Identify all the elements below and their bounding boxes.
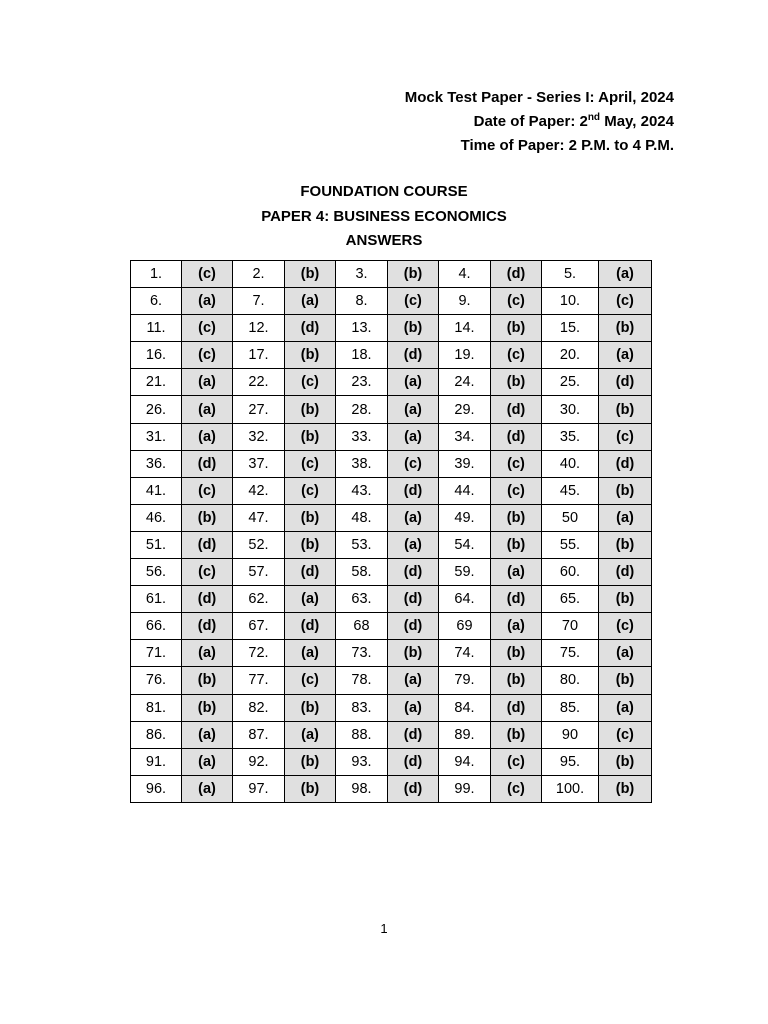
question-number: 80. [542,667,599,694]
answer-option: (c) [388,450,439,477]
answer-option: (d) [285,613,336,640]
answer-option: (d) [285,559,336,586]
answer-option: (a) [388,531,439,558]
answer-option: (a) [182,396,233,423]
answer-option: (a) [182,288,233,315]
question-number: 70 [542,613,599,640]
answer-option: (b) [285,504,336,531]
answer-option: (a) [285,721,336,748]
answer-option: (a) [285,288,336,315]
answer-option: (b) [388,315,439,342]
question-number: 97. [233,775,285,802]
answer-option: (d) [182,613,233,640]
question-number: 36. [131,450,182,477]
answer-option: (c) [182,342,233,369]
table-row [131,342,652,369]
question-number: 92. [233,748,285,775]
question-number: 11. [131,315,182,342]
answer-option: (b) [285,261,336,288]
answer-key-table [130,260,652,803]
question-number: 55. [542,531,599,558]
question-number: 27. [233,396,285,423]
question-number: 82. [233,694,285,721]
answer-option: (b) [182,504,233,531]
answer-option: (c) [285,477,336,504]
answer-option: (b) [182,667,233,694]
question-number: 63. [336,586,388,613]
question-number: 94. [439,748,491,775]
series-line: Mock Test Paper - Series I: April, 2024 [404,89,674,106]
answer-option: (a) [599,504,652,531]
question-number: 76. [131,667,182,694]
question-number: 7. [233,288,285,315]
table-row [131,423,652,450]
answer-option: (b) [491,504,542,531]
answer-option: (c) [491,288,542,315]
answer-option: (a) [285,640,336,667]
question-number: 58. [336,559,388,586]
table-row [131,748,652,775]
answer-option: (b) [182,694,233,721]
table-row [131,721,652,748]
answer-option: (c) [491,342,542,369]
answer-option: (d) [388,477,439,504]
answer-option: (a) [388,667,439,694]
question-number: 39. [439,450,491,477]
document-titles [0,180,768,254]
question-number: 26. [131,396,182,423]
answer-key-body [131,261,652,803]
question-number: 13. [336,315,388,342]
answer-option: (b) [285,342,336,369]
answer-option: (a) [388,694,439,721]
question-number: 40. [542,450,599,477]
table-row [131,315,652,342]
question-number: 86. [131,721,182,748]
question-number: 45. [542,477,599,504]
date-line [405,110,674,134]
question-number: 30. [542,396,599,423]
question-number: 1. [131,261,182,288]
answer-option: (a) [599,694,652,721]
answer-option: (c) [285,450,336,477]
question-number: 56. [131,559,182,586]
answer-option: (b) [491,369,542,396]
question-number: 19. [439,342,491,369]
question-number: 52. [233,531,285,558]
table-row [131,477,652,504]
question-number: 18. [336,342,388,369]
question-number: 4. [439,261,491,288]
answer-option: (b) [285,775,336,802]
answer-option: (a) [182,748,233,775]
answer-option: (a) [491,613,542,640]
question-number: 20. [542,342,599,369]
question-number: 31. [131,423,182,450]
answer-option: (c) [388,288,439,315]
answer-option: (b) [599,531,652,558]
answer-option: (a) [182,369,233,396]
question-number: 21. [131,369,182,396]
question-number: 90 [542,721,599,748]
question-number: 66. [131,613,182,640]
question-number: 41. [131,477,182,504]
answer-option: (d) [599,369,652,396]
answer-option: (a) [388,504,439,531]
date-prefix: Date of Paper: 2 [473,113,588,130]
table-row [131,369,652,396]
answer-option: (a) [388,423,439,450]
question-number: 74. [439,640,491,667]
answer-option: (b) [491,667,542,694]
answer-option: (c) [599,288,652,315]
question-number: 47. [233,504,285,531]
question-number: 67. [233,613,285,640]
answer-option: (c) [599,613,652,640]
question-number: 54. [439,531,491,558]
answer-option: (d) [491,586,542,613]
question-number: 62. [233,586,285,613]
answer-option: (a) [599,342,652,369]
question-number: 24. [439,369,491,396]
table-row [131,613,652,640]
question-number: 65. [542,586,599,613]
answer-option: (a) [599,640,652,667]
answer-option: (b) [599,667,652,694]
question-number: 25. [542,369,599,396]
table-row [131,504,652,531]
answer-option: (b) [388,640,439,667]
question-number: 53. [336,531,388,558]
answer-option: (b) [285,423,336,450]
section-title: ANSWERS [345,232,423,249]
answer-option: (d) [599,450,652,477]
answer-option: (d) [182,531,233,558]
question-number: 2. [233,261,285,288]
table-row [131,559,652,586]
question-number: 48. [336,504,388,531]
question-number: 60. [542,559,599,586]
answer-option: (a) [182,721,233,748]
answer-option: (d) [285,315,336,342]
question-number: 81. [131,694,182,721]
table-row [131,640,652,667]
question-number: 57. [233,559,285,586]
question-number: 33. [336,423,388,450]
table-row [131,396,652,423]
table-row [131,775,652,802]
question-number: 83. [336,694,388,721]
question-number: 79. [439,667,491,694]
question-number: 49. [439,504,491,531]
answer-option: (d) [491,261,542,288]
answer-option: (c) [599,423,652,450]
question-number: 75. [542,640,599,667]
question-number: 35. [542,423,599,450]
question-number: 84. [439,694,491,721]
paper-header [405,86,674,158]
question-number: 72. [233,640,285,667]
answer-option: (c) [182,261,233,288]
answer-option: (d) [388,721,439,748]
question-number: 89. [439,721,491,748]
answer-option: (b) [285,531,336,558]
answer-option: (a) [285,586,336,613]
answer-option: (b) [599,586,652,613]
question-number: 34. [439,423,491,450]
question-number: 77. [233,667,285,694]
question-number: 99. [439,775,491,802]
page-number: 1 [380,921,388,936]
answer-option: (b) [285,748,336,775]
table-row [131,261,652,288]
answer-option: (c) [491,775,542,802]
question-number: 50 [542,504,599,531]
date-suffix: May, 2024 [600,113,674,130]
table-row [131,531,652,558]
answer-option: (d) [388,613,439,640]
question-number: 42. [233,477,285,504]
answer-option: (b) [491,531,542,558]
question-number: 23. [336,369,388,396]
answer-option: (d) [491,396,542,423]
question-number: 32. [233,423,285,450]
answer-option: (b) [491,721,542,748]
answer-option: (d) [388,342,439,369]
answer-option: (d) [491,423,542,450]
question-number: 69 [439,613,491,640]
answer-option: (c) [491,748,542,775]
answer-option: (c) [491,477,542,504]
question-number: 3. [336,261,388,288]
question-number: 16. [131,342,182,369]
question-number: 5. [542,261,599,288]
answer-option: (a) [491,559,542,586]
answer-option: (a) [182,423,233,450]
answer-option: (c) [491,450,542,477]
answer-option: (b) [599,396,652,423]
question-number: 46. [131,504,182,531]
question-number: 85. [542,694,599,721]
question-number: 51. [131,531,182,558]
answer-option: (a) [182,775,233,802]
question-number: 12. [233,315,285,342]
table-row [131,586,652,613]
answer-option: (b) [285,396,336,423]
question-number: 37. [233,450,285,477]
answer-option: (d) [182,450,233,477]
question-number: 10. [542,288,599,315]
answer-option: (d) [599,559,652,586]
question-number: 100. [542,775,599,802]
date-ordinal-suffix: nd [587,112,601,123]
question-number: 78. [336,667,388,694]
question-number: 38. [336,450,388,477]
table-row [131,288,652,315]
table-row [131,450,652,477]
question-number: 95. [542,748,599,775]
table-row [131,667,652,694]
answer-option: (d) [388,775,439,802]
answer-option: (b) [388,261,439,288]
answer-option: (b) [599,748,652,775]
answer-option: (c) [182,477,233,504]
question-number: 17. [233,342,285,369]
question-number: 15. [542,315,599,342]
answer-option: (b) [285,694,336,721]
paper-title: PAPER 4: BUSINESS ECONOMICS [261,207,507,225]
question-number: 14. [439,315,491,342]
question-number: 71. [131,640,182,667]
question-number: 29. [439,396,491,423]
course-title: FOUNDATION COURSE [300,183,468,200]
answer-option: (b) [491,640,542,667]
answer-option: (a) [388,369,439,396]
answer-option: (b) [599,775,652,802]
answer-option: (c) [285,369,336,396]
answer-option: (c) [182,315,233,342]
answer-option: (d) [388,559,439,586]
question-number: 9. [439,288,491,315]
answer-option: (b) [599,315,652,342]
question-number: 98. [336,775,388,802]
answer-option: (a) [388,396,439,423]
question-number: 59. [439,559,491,586]
question-number: 44. [439,477,491,504]
question-number: 73. [336,640,388,667]
answer-option: (c) [599,721,652,748]
question-number: 43. [336,477,388,504]
answer-option: (d) [388,586,439,613]
table-row [131,694,652,721]
question-number: 6. [131,288,182,315]
answer-option: (d) [388,748,439,775]
question-number: 91. [131,748,182,775]
question-number: 64. [439,586,491,613]
question-number: 61. [131,586,182,613]
answer-option: (c) [285,667,336,694]
answer-option: (c) [182,559,233,586]
answer-option: (a) [599,261,652,288]
answer-option: (a) [182,640,233,667]
answer-option: (d) [491,694,542,721]
question-number: 28. [336,396,388,423]
question-number: 22. [233,369,285,396]
question-number: 87. [233,721,285,748]
time-line: Time of Paper: 2 P.M. to 4 P.M. [460,137,674,154]
answer-option: (b) [599,477,652,504]
answer-option: (b) [491,315,542,342]
question-number: 96. [131,775,182,802]
answer-option: (d) [182,586,233,613]
question-number: 93. [336,748,388,775]
question-number: 8. [336,288,388,315]
question-number: 68 [336,613,388,640]
question-number: 88. [336,721,388,748]
